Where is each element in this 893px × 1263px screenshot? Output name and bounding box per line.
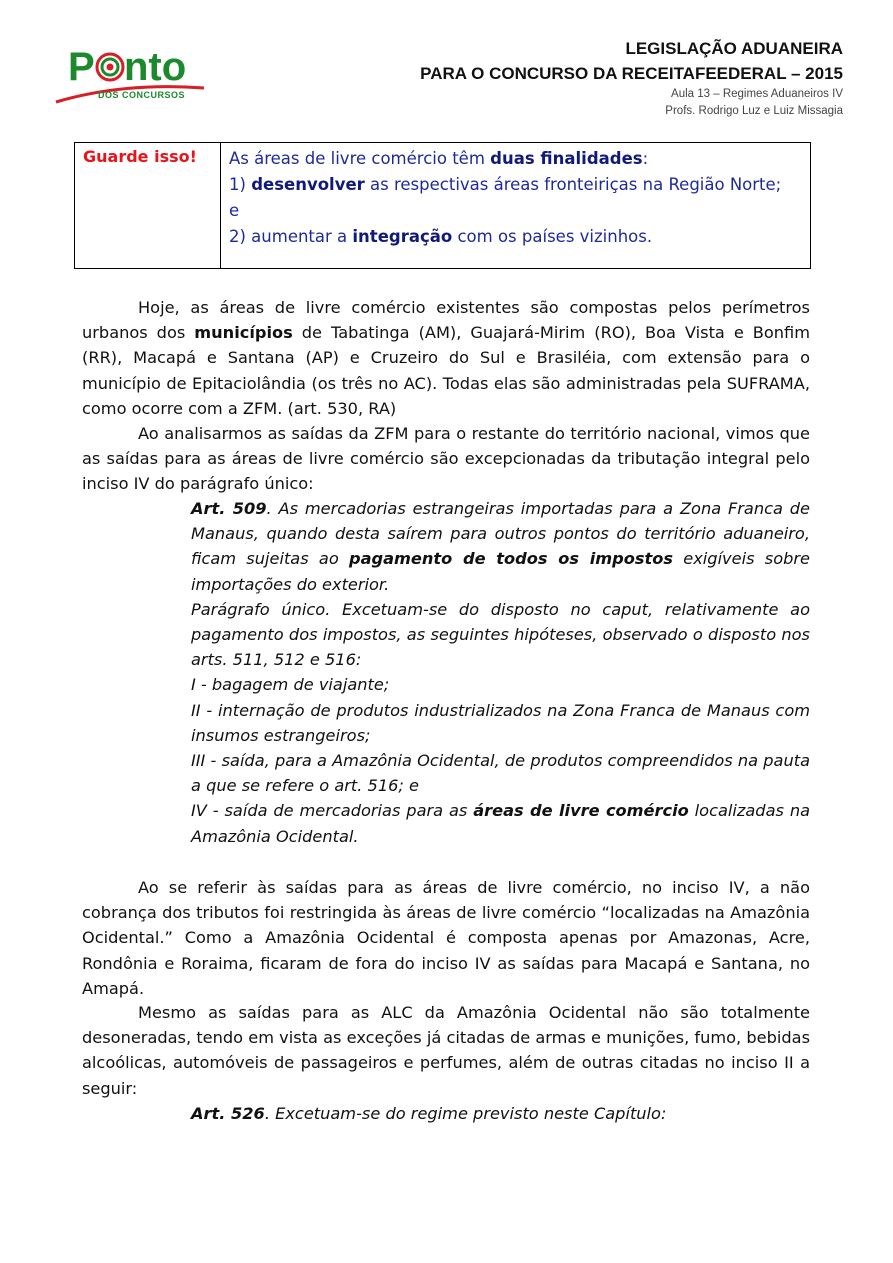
paragraph-3: Ao se referir às saídas para as áreas de livre comércio, no inciso IV, a não cobrança dos tributos foi restringida às áreas de livre comércio “localizadas na Amazônia Ocidental.” Como a Amazônia Ocidental é composta apenas por Amazonas, Acre, Rondônia e Roraima, ficaram de fora do inciso IV as saídas para Macapá e Santana, no Amapá. bbox=[82, 878, 810, 998]
art-509-quote bbox=[191, 496, 810, 849]
page-header bbox=[420, 36, 843, 120]
header-title-1: LEGISLAÇÃO ADUANEIRA bbox=[625, 39, 843, 58]
guarde-label: Guarde isso! bbox=[75, 143, 221, 268]
logo-subtitle: DOS CONCURSOS bbox=[98, 90, 186, 100]
guarde-isso-box bbox=[74, 142, 811, 269]
art-509-inciso-1: I - bagagem de viajante; bbox=[191, 675, 390, 695]
art-509-inciso-2: II - internação de produtos industrializados na Zona Franca de Manaus com insumos estrangeiros; bbox=[191, 700, 810, 745]
paragraph-1: Hoje, as áreas de livre comércio existentes são compostas pelos perímetros urbanos dos municípios de Tabatinga (AM), Guajará-Mirim (RO), Boa Vista e Bonfim (RR), Macapá e Santana (AP) e Cruzeiro do Sul e Brasiléia, com extensão para o município de Epitaciolândia (os três no AC). Todas elas são administradas pela SUFRAMA, como ocorre com a ZFM. (art. 530, RA) bbox=[82, 298, 810, 418]
header-title-2: PARA O CONCURSO DA RECEITAFEEDERAL – 2015 bbox=[420, 64, 843, 83]
guarde-line-1: As áreas de livre comércio têm duas finalidades: bbox=[229, 149, 649, 168]
svg-text:nto: nto bbox=[124, 45, 187, 89]
guarde-line-2: 1) desenvolver as respectivas áreas fronteiriças na Região Norte; e bbox=[229, 175, 782, 220]
header-profs: Profs. Rodrigo Luz e Luiz Missagia bbox=[665, 105, 843, 117]
art-509-caput: Art. 509. As mercadorias estrangeiras importadas para a Zona Franca de Manaus, quando desta saírem para outros pontos do território aduaneiro, ficam sujeitas ao pagamento de todos os impostos exigíveis sobre importações do exterior. bbox=[191, 499, 811, 594]
art-509-inciso-3: III - saída, para a Amazônia Ocidental, de produtos compreendidos na pauta a que se refere o art. 516; e bbox=[191, 751, 810, 796]
guarde-line-3: 2) aumentar a integração com os países vizinhos. bbox=[229, 227, 653, 246]
guarde-content bbox=[221, 143, 810, 268]
ponto-logo bbox=[54, 40, 214, 110]
art-509-paragrafo: Parágrafo único. Excetuam-se do disposto no caput, relativamente ao pagamento dos impostos, as seguintes hipóteses, observado o disposto nos arts. 511, 512 e 516: bbox=[191, 599, 810, 670]
art-509-inciso-4: IV - saída de mercadorias para as áreas de livre comércio localizadas na Amazônia Ocidental. bbox=[191, 801, 810, 846]
paragraph-4: Mesmo as saídas para as ALC da Amazônia Ocidental não são totalmente desoneradas, tendo em vista as exceções já citadas de armas e munições, fumo, bebidas alcoólicas, automóveis de passageiros e perfumes, além de outras citadas no inciso II a seguir: bbox=[82, 1003, 810, 1098]
header-lesson: Aula 13 – Regimes Aduaneiros IV bbox=[671, 88, 843, 100]
paragraph-2: Ao analisarmos as saídas da ZFM para o restante do território nacional, vimos que as saídas para as áreas de livre comércio são excepcionadas da tributação integral pelo inciso IV do parágrafo único: bbox=[82, 424, 810, 494]
svg-text:P: P bbox=[68, 45, 95, 89]
art-526-quote: Art. 526. Excetuam-se do regime previsto neste Capítulo: bbox=[191, 1104, 667, 1123]
